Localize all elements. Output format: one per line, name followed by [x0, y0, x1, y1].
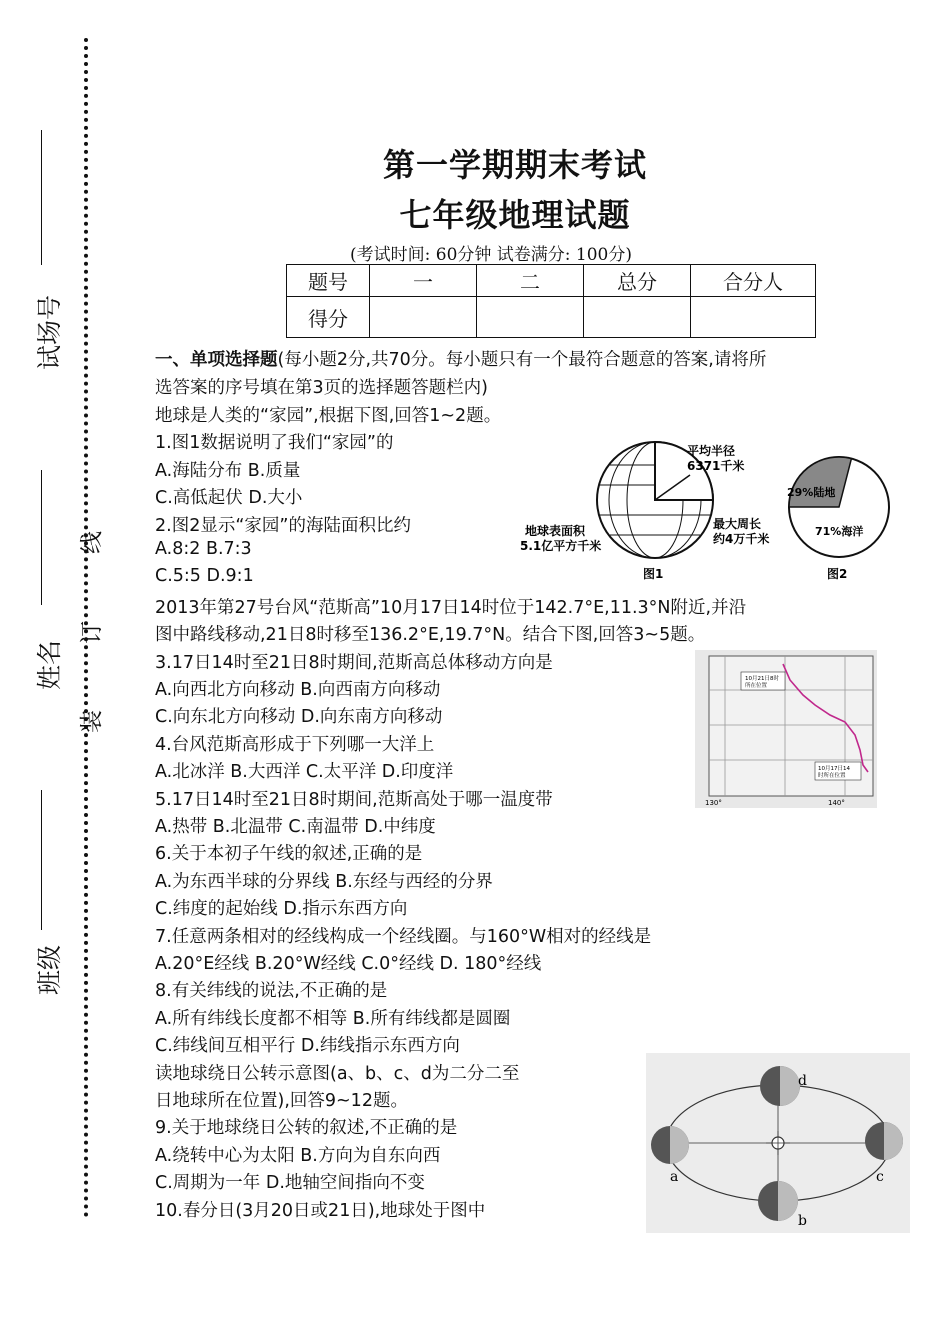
question-line: A.北冰洋 B.大西洋 C.太平洋 D.印度洋 — [155, 762, 454, 783]
question-line: C.周期为一年 D.地轴空间指向不变 — [155, 1173, 425, 1194]
figure-1-2 — [515, 440, 895, 585]
pie-figure — [789, 457, 889, 557]
exam-room-label: 试场号 — [35, 294, 64, 370]
xian-char: 线 — [79, 531, 105, 554]
question-line: 9.关于地球绕日公转的叙述,不正确的是 — [155, 1118, 458, 1139]
end-position-label2: 所在位置 — [745, 683, 768, 689]
question-line: C.纬线间互相平行 D.纬线指示东西方向 — [155, 1036, 460, 1057]
section1-desc2: 选答案的序号填在第3页的选择题答题栏内) — [155, 378, 488, 398]
question-line: 地球是人类的“家园”,根据下图,回答1~2题。 — [155, 406, 502, 426]
lon-130-label: 130° — [705, 799, 722, 807]
score-cell: 合分人 — [691, 265, 816, 297]
fig1-circ-label: 最大周长 — [713, 517, 762, 531]
zhuang-char: 装 — [79, 710, 105, 733]
exam-info: (考试时间: 60分钟 试卷满分: 100分) — [350, 245, 633, 265]
point-c-label: c — [876, 1169, 884, 1185]
point-d-label: d — [798, 1073, 807, 1089]
fig1-circ-value: 约4万千米 — [713, 532, 770, 546]
score-cell: 总分 — [584, 265, 691, 297]
question-line: A.20°E经线 B.20°W经线 C.0°经线 D. 180°经线 — [155, 954, 542, 974]
question-line: 8.有关纬线的说法,不正确的是 — [155, 981, 388, 1002]
ding-char: 订 — [79, 621, 105, 644]
question-line: A.8:2 B.7:3 — [155, 539, 252, 559]
score-input-cell — [370, 297, 477, 338]
point-b-label: b — [798, 1213, 807, 1229]
fig1-caption: 图1 — [643, 567, 664, 581]
section1-desc: (每小题2分,共70分。每小题只有一个最符合题意的答案,请将所 — [277, 350, 767, 370]
score-table — [286, 264, 816, 338]
class-blank — [41, 790, 42, 930]
question-line: A.热带 B.北温带 C.南温带 D.中纬度 — [155, 817, 436, 837]
question-line: A.为东西半球的分界线 B.东经与西经的分界 — [155, 871, 493, 892]
class-label: 班级 — [35, 944, 64, 995]
lon-140-label: 140° — [828, 799, 845, 807]
fig1-area-label: 地球表面积 — [525, 524, 586, 538]
fig2-ocean-label: 71%海洋 — [815, 525, 864, 538]
question-line: 5.17日14时至21日8时期间,范斯高处于哪一温度带 — [155, 789, 553, 810]
exam-title: 第一学期期末考试 — [382, 146, 647, 184]
question-line: A.海陆分布 B.质量 — [155, 460, 301, 481]
score-cell: 二 — [477, 265, 584, 297]
question-line: C.向东北方向移动 D.向东南方向移动 — [155, 707, 443, 728]
question-line: C.5:5 D.9:1 — [155, 566, 254, 587]
fig1-area-value: 5.1亿平方千米 — [520, 539, 602, 553]
question-line: C.纬度的起始线 D.指示东西方向 — [155, 899, 408, 920]
question-line: 7.任意两条相对的经线构成一个经线圈。与160°W相对的经线是 — [155, 926, 652, 947]
score-cell: 得分 — [287, 297, 370, 338]
score-cell: 一 — [370, 265, 477, 297]
question-line: A.绕转中心为太阳 B.方向为自东向西 — [155, 1145, 441, 1166]
question-line: 图中路线移动,21日8时移至136.2°E,19.7°N。结合下图,回答3~5题。 — [155, 625, 706, 646]
score-table-header-row — [287, 265, 816, 297]
start-position-label2: 时所在位置 — [818, 773, 846, 779]
earth-b-icon — [758, 1181, 798, 1221]
score-input-cell — [477, 297, 584, 338]
earth-a-icon — [651, 1126, 689, 1164]
exam-subtitle: 七年级地理试题 — [399, 196, 631, 234]
question-line: 读地球绕日公转示意图(a、b、c、d为二分二至 — [155, 1063, 520, 1084]
question-line: 10.春分日(3月20日或21日),地球处于图中 — [155, 1200, 486, 1221]
point-a-label: a — [670, 1169, 679, 1185]
question-line: 1.图1数据说明了我们“家园”的 — [155, 433, 394, 454]
fig1-radius-value: 6371千米 — [687, 459, 745, 473]
score-table-row — [287, 297, 816, 338]
fig2-caption: 图2 — [827, 567, 848, 581]
score-input-cell — [691, 297, 816, 338]
fig2-land-label: 29%陆地 — [787, 486, 836, 499]
question-line: 4.台风范斯高形成于下列哪一大洋上 — [155, 734, 435, 755]
name-label: 姓名 — [35, 639, 64, 690]
earth-d-icon — [760, 1066, 800, 1106]
question-line: 2013年第27号台风“范斯高”10月17日14时位于142.7°E,11.3°N附近,并沿 — [155, 597, 747, 618]
fig1-radius-label: 平均半径 — [687, 444, 736, 458]
question-line: C.高低起伏 D.大小 — [155, 488, 303, 509]
question-line: 2.图2显示“家园”的海陆面积比约 — [155, 515, 411, 536]
question-line: A.所有纬线长度都不相等 B.所有纬线都是圆圈 — [155, 1008, 511, 1029]
end-position-label: 10月21日8时 — [745, 676, 779, 682]
earth-c-icon — [865, 1122, 903, 1160]
name-blank — [41, 470, 42, 605]
score-input-cell — [584, 297, 691, 338]
section1-heading: 一、单项选择题 — [155, 350, 278, 370]
question-line: 6.关于本初子午线的叙述,正确的是 — [155, 844, 423, 865]
question-line: A.向西北方向移动 B.向西南方向移动 — [155, 680, 441, 700]
typhoon-track-map — [695, 650, 877, 808]
section1-heading-line — [155, 346, 766, 371]
earth-revolution-diagram — [646, 1053, 910, 1233]
score-cell: 题号 — [287, 265, 370, 297]
question-line: 3.17日14时至21日8时期间,范斯高总体移动方向是 — [155, 652, 553, 673]
question-line: 日地球所在位置),回答9~12题。 — [155, 1091, 408, 1111]
start-position-label: 10月17日14 — [818, 766, 850, 772]
